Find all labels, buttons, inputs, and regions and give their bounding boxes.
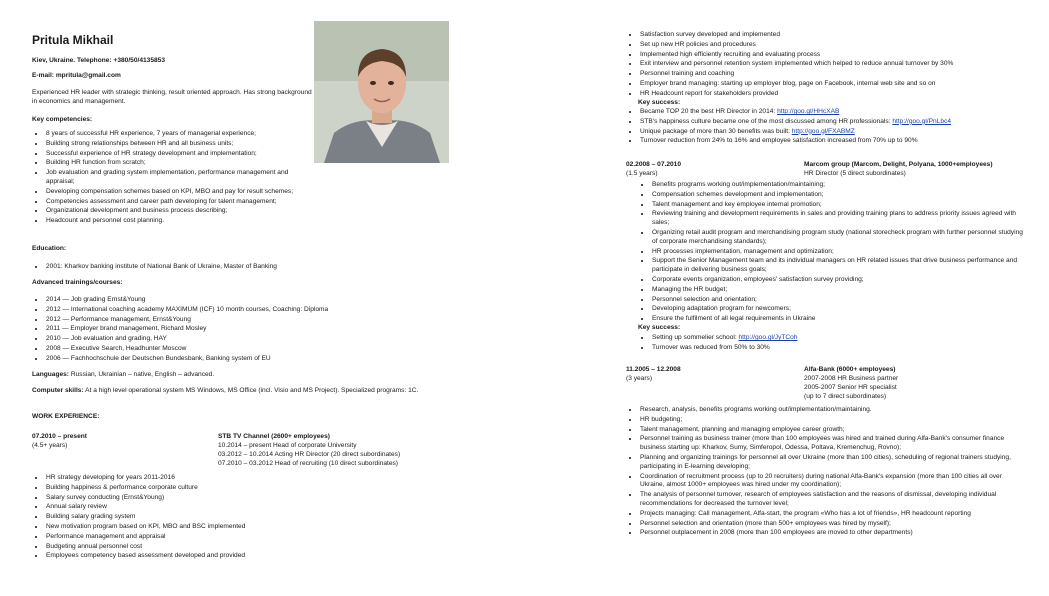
job1-header: [32, 433, 442, 473]
list-item: 2006 — Fachhochschule der Deutschen Bundesbank, Banking system of EU: [32, 355, 432, 364]
list-item: Managing the HR budget;: [638, 286, 1028, 295]
list-item: Successful experience of HR strategy development and implementation;: [32, 150, 312, 159]
email-line: E-mail: mpritula@gmail.com: [32, 72, 121, 79]
contact-line: Kiev, Ukraine. Telephone: +380/50/4135853: [32, 57, 165, 64]
person-portrait-icon: [314, 21, 449, 163]
list-item: Research, analysis, benefits programs working out/implementation/maintaining.: [626, 406, 1026, 415]
list-item: Compensation schemes development and implementation;: [638, 191, 1028, 200]
job3-header: [626, 366, 1036, 406]
job1-duration: (4.5+ years): [32, 442, 68, 449]
list-item: HR strategy developing for years 2011-2016: [32, 474, 432, 483]
list-item: 2014 — Job grading Ernst&Young: [32, 296, 432, 305]
competencies-list: [32, 130, 312, 227]
list-item: Organizational development and business process describing;: [32, 207, 312, 216]
success-item: [638, 344, 1028, 353]
list-item: Employer brand managing: starting up employer blog, page on Facebook, internal web site and so on: [626, 80, 1036, 89]
trainings-list: [32, 296, 432, 365]
success-text: STB's happiness culture became one of the most discussed among HR professionals:: [640, 117, 893, 125]
education-list: [32, 263, 432, 273]
job1-role: 03.2012 – 10.2014 Acting HR Director (20 direct subordinates): [218, 451, 401, 458]
computer-skills-line: [32, 387, 442, 396]
success-item: [626, 108, 1036, 117]
trainings-title: Advanced trainings/courses:: [32, 279, 123, 286]
success-item: [626, 137, 1036, 146]
job2-duration: (1.5 years): [626, 170, 658, 177]
job3-role: 2007-2008 HR Business partner: [804, 375, 899, 382]
list-item: Personnel selection and orientation (more than 500+ employees was hired by myself);: [626, 520, 1026, 529]
job1-success-list[interactable]: [626, 108, 1036, 147]
list-item: Benefits programs working out/implementation/maintaining;: [638, 181, 1028, 190]
job3-duties-list: [626, 406, 1026, 539]
job2-period: 02.2008 – 07.2010: [626, 161, 682, 168]
job2-success-title: Key success:: [638, 324, 681, 331]
languages-label: Languages:: [32, 371, 70, 378]
list-item: Coordination of recruitment process (up to 20 recruiters) during national Alfa-Bank's expansion (more than 100 cities all over Ukraine, almost 1000+ employees was hired under my coordination);: [626, 473, 1026, 491]
list-item: Talent management and key employee internal promotion;: [638, 201, 1028, 210]
list-item: Employees competency based assessment developed and provided: [32, 552, 432, 561]
job3-role: (up to 7 direct subordinates): [804, 393, 887, 400]
job2-header: [626, 161, 1036, 181]
success-text: Became TOP 20 the best HR Director in 2014:: [640, 108, 778, 115]
list-item: Talent management, planning and managing employee career growth;: [626, 426, 1026, 435]
work-experience-title: WORK EXPERIENCE:: [32, 413, 100, 420]
list-item: Competencies assessment and career path developing for talent management;: [32, 198, 312, 207]
job3-company: Alfa-Bank (6000+ employees): [804, 366, 896, 373]
list-item: Annual salary review: [32, 503, 432, 512]
computer-skills-text: At a high level operational system MS Windows, MS Office (incl. Visio and MS Project). Specialized programs: 1C.: [85, 387, 419, 394]
success-text: Unique package of more than 30 benefits was built:: [640, 127, 792, 135]
job3-duration: (3 years): [626, 375, 653, 382]
list-item: Developing adaptation program for newcomers;: [638, 305, 1028, 314]
list-item: Personnel training as business trainer (more than 100 employees was hired and trained during Alfa-Bank's consumer finance business starting up: Kharkov, Sumy, Simferopol, Odessa, Poltava, Kremenchug, Rovno);: [626, 435, 1026, 453]
list-item: Implemented high efficiently recruiting and evaluating process: [626, 51, 1036, 60]
summary: Experienced HR leader with strategic thinking, result oriented approach. Has strong background in economics and management.: [32, 89, 312, 105]
job2-company: Marcom group (Marcom, Delight, Polyana, 1000+employees): [804, 161, 993, 168]
list-item: Budgeting annual personnel cost: [32, 543, 432, 552]
success-link[interactable]: http://goo.gl/FXABMZ: [791, 127, 855, 135]
computer-skills-label: Computer skills:: [32, 387, 84, 394]
list-item: 2012 — International coaching academy MAXIMUM (ICF) 10 month courses, Coaching: Diploma: [32, 306, 432, 315]
job1-success-title: Key success:: [638, 99, 681, 106]
job1-period: 07.2010 – present: [32, 433, 87, 440]
list-item: Developing compensation schemes based on KPI, MBO and pay for result schemes;: [32, 188, 312, 197]
languages-text: Russian, Ukrainian – native, English – advanced.: [70, 371, 215, 378]
job3-period: 11.2005 – 12.2008: [626, 366, 681, 373]
list-item: Building HR function from scratch;: [32, 159, 312, 168]
list-item: Ensure the fulfilment of all legal requirements in Ukraine: [638, 315, 1028, 324]
list-item: Performance management and appraisal: [32, 533, 432, 542]
education-title: Education:: [32, 245, 67, 252]
list-item: Corporate events organization, employees' satisfaction survey providing;: [638, 276, 1028, 285]
list-item: Personnel training and coaching: [626, 70, 1036, 79]
list-item: HR budgeting;: [626, 416, 1026, 425]
list-item: Building salary grading system: [32, 513, 432, 522]
list-item: Organizing retail audit program and merchandising program study (national storecheck program with further personnel studying of corporate merchandising standards);: [638, 229, 1028, 247]
list-item: 8 years of successful HR experience, 7 years of managerial experience;: [32, 130, 312, 139]
list-item: HR processes implementation, management and optimization;: [638, 248, 1028, 257]
languages-line: [32, 371, 432, 380]
list-item: Building happiness & performance corporate culture: [32, 484, 432, 493]
job1-duties-continued-list: [626, 31, 1036, 100]
success-text: Turnover reduction from 24% to 16% and employee satisfaction increased from 70% up to 90%: [640, 137, 918, 145]
list-item: Set up new HR policies and procedures: [626, 41, 1036, 50]
list-item: Personnel outplacement in 2008 (more than 100 employees are moved to other departments): [626, 529, 1026, 538]
list-item: Support the Senior Management team and its individual managers on HR related issues that drive business performance and participate in delivering business goals;: [638, 257, 1028, 275]
job1-duties-list: [32, 474, 432, 562]
list-item: Personnel selection and orientation;: [638, 296, 1028, 305]
success-text: Setting up sommelier school:: [652, 334, 739, 341]
success-link[interactable]: http://goo.gl/PnLbc4: [892, 117, 951, 125]
success-link[interactable]: http://goo.gl/JyTCoh: [738, 334, 798, 341]
list-item: Headcount and personnel cost planning.: [32, 217, 312, 226]
list-item: 2012 — Performance management, Ernst&Young: [32, 316, 432, 325]
candidate-name: Pritula Mikhail: [32, 33, 114, 47]
list-item: Exit interview and personnel retention system implemented which helped to reduce annual turnover by 30%: [626, 60, 1036, 69]
list-item: 2011 — Employer brand management, Richard Mosley: [32, 325, 432, 334]
profile-photo: [314, 21, 449, 163]
list-item: Salary survey conducting (Ernst&Young): [32, 494, 432, 503]
list-item: Job evaluation and grading system implementation, performance management and appraisal;: [32, 169, 312, 187]
list-item: 2010 — Job evaluation and grading, HAY: [32, 335, 432, 344]
list-item: 2001: Kharkov banking institute of National Bank of Ukraine, Master of Banking: [32, 263, 432, 272]
list-item: The analysis of personnel turnover, research of employees satisfaction and the reasons of dismissal, developing individual recommendations for decreased the turnover level;: [626, 491, 1026, 509]
list-item: 2008 — Executive Search, Headhunter Moscow: [32, 345, 432, 354]
list-item: New motivation program based on KPI, MBO and BSC implemented: [32, 523, 432, 532]
list-item: Planning and organizing trainings for personnel all over Ukraine (more than 100 cities), scheduling of regional trainers studying, participating in E-learning developing;: [626, 454, 1026, 472]
job3-role: 2005-2007 Senior HR specialist: [804, 384, 897, 391]
job1-role: 07.2010 – 03.2012 Head of recruiting (10 direct subordinates): [218, 460, 398, 467]
competencies-title: Key competencies:: [32, 116, 93, 123]
success-link[interactable]: http://goo.gl/HHcXAB: [777, 108, 840, 115]
success-item: [626, 128, 1036, 137]
success-item: [626, 118, 1036, 127]
success-text: Turnover was reduced from 50% to 30%: [652, 343, 770, 351]
list-item: Building strong relationships between HR and all business units;: [32, 140, 312, 149]
list-item: Satisfaction survey developed and implemented: [626, 31, 1036, 40]
job2-success-list[interactable]: [638, 334, 1028, 354]
list-item: Reviewing training and development requirements in sales and providing training plans to address priority issues agreed with sales;: [638, 210, 1028, 228]
job2-role: HR Director (5 direct subordinates): [804, 170, 906, 177]
list-item: HR Headcount report for stakeholders provided: [626, 90, 1036, 99]
job1-company: STB TV Channel (2600+ employees): [218, 433, 330, 440]
success-item: [638, 334, 1028, 343]
job1-role: 10.2014 – present Head of corporate University: [218, 442, 357, 449]
list-item: Projects managing: Call management, Alfa-start, the program «Who has a lot of friends», HR headcount reporting: [626, 510, 1026, 519]
job2-duties-list: [638, 181, 1028, 325]
